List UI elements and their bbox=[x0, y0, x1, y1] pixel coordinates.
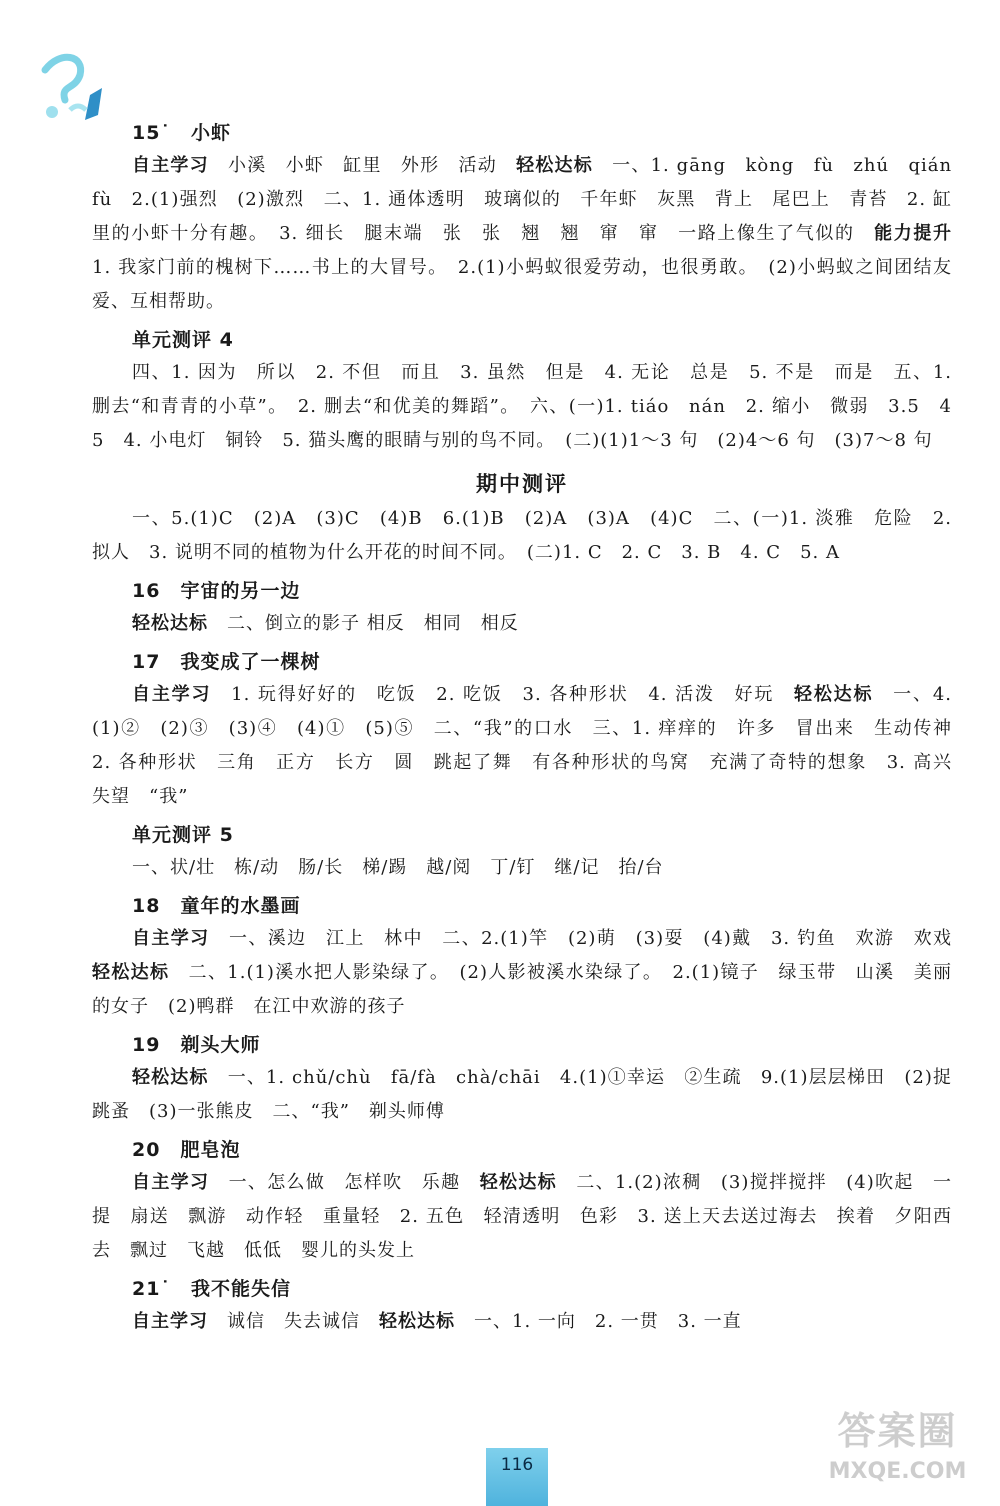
lesson-15-answers: 自主学习 小溪 小虾 缸里 外形 活动 轻松达标 一、1. gāng kòng fù zhú qián fù 2.(1)强烈 (2)激烈 二、1. 通体透明 玻璃似的 千年虾 灰黑 背上 尾巴上 青苔 2. 缸里的小虾十分有趣。 3. 细长 腿末端 张 张 翘 翘 窜 窜 一路上像生了气似的 能力提升 1. 我家门前的槐树下……书上的大冒号。 2.(1)小蚂蚁很爱劳动，也很勇敢。 (2)小蚂蚁之间团结友爱、互相帮助。 bbox=[92, 155, 972, 312]
lesson-18-title: 18 童年的水墨画 bbox=[132, 895, 301, 917]
lesson-20-answers: 自主学习 一、怎么做 怎样吹 乐趣 轻松达标 二、1.(2)浓稠 (3)搅拌搅拌 (4)吹起 一提 扇送 飘游 动作轻 重量轻 2. 五色 轻清透明 色彩 3. 送上天去送过海去 挨着 夕阳西去 飘过 飞越 低低 婴儿的头发上 bbox=[92, 1172, 953, 1261]
unit-5-answers: 一、状/壮 栋/动 肠/长 梯/踢 越/阅 丁/钉 继/记 抬/台 bbox=[132, 857, 664, 878]
label-self-study: 自主学习 bbox=[132, 155, 209, 176]
lesson-21-title: 21˙ 我不能失信 bbox=[132, 1278, 291, 1300]
lesson-19-answers: 轻松达标 一、1. chǔ/chù fā/fà chà/chāi 4.(1)①幸运 ②生疏 9.(1)层层梯田 (2)捉跳蚤 (3)一张熊皮 二、“我” 剃头师傅 bbox=[92, 1067, 952, 1122]
answer-content bbox=[92, 112, 972, 1339]
label-easy-standard: 轻松达标 bbox=[516, 155, 593, 176]
midterm-title: 期中测评 bbox=[476, 472, 568, 496]
lesson-20-title: 20 肥皂泡 bbox=[132, 1139, 241, 1161]
lesson-18-answers: 自主学习 一、溪边 江上 林中 二、2.(1)竿 (2)萌 (3)耍 (4)戴 3. 钓鱼 欢游 欢戏 轻松达标 二、1.(1)溪水把人影染绿了。 (2)人影被溪水染绿了。 2.(1)镜子 绿玉带 山溪 美丽的女子 (2)鸭群 在江中欢游的孩子 bbox=[92, 928, 953, 1017]
unit-4-answers: 四、1. 因为 所以 2. 不但 而且 3. 虽然 但是 4. 无论 总是 5. 不是 而是 五、1. 删去“和青青的小草”。 2. 删去“和优美的舞蹈”。 六、(一)1. tiáo nán 2. 缩小 微弱 3.5 4 5 4. 小电灯 铜铃 5. 猫头鹰的眼睛与别的鸟不同。 (二)(1)1～3 句 (2)4～6 句 (3)7～8 句 bbox=[92, 362, 971, 451]
label-ability-boost: 能力提升 bbox=[874, 223, 952, 244]
lesson-16-answers: 轻松达标 二、倒立的影子 相反 相同 相反 bbox=[132, 613, 519, 634]
page-number: 116 bbox=[486, 1448, 548, 1506]
lesson-17-answers: 自主学习 1. 玩得好好的 吃饭 2. 吃饭 3. 各种形状 4. 活泼 好玩 轻松达标 一、4.(1)② (2)③ (3)④ (4)① (5)⑤ 二、“我”的口水 三、1. 痒痒的 许多 冒出来 生动传神 2. 各种形状 三角 正方 长方 圆 跳起了舞 有各种形状的鸟窝 充满了奇特的想象 3. 高兴 失望 “我” bbox=[92, 684, 971, 807]
midterm-answers: 一、5.(1)C (2)A (3)C (4)B 6.(1)B (2)A (3)A (4)C 二、(一)1. 淡雅 危险 2. 拟人 3. 说明不同的植物为什么开花的时间不同。 (二)1. C 2. C 3. B 4. C 5. A bbox=[92, 508, 952, 563]
unit-5-title: 单元测评 5 bbox=[132, 824, 234, 846]
unit-4-title: 单元测评 4 bbox=[132, 329, 234, 351]
lesson-15-title: 15˙ 小虾 bbox=[132, 122, 231, 144]
lesson-19-title: 19 剃头大师 bbox=[132, 1034, 261, 1056]
watermark: 答案圈 MXQE.COM bbox=[828, 1409, 967, 1484]
lesson-16-title: 16 宇宙的另一边 bbox=[132, 580, 301, 602]
lesson-17-title: 17 我变成了一棵树 bbox=[132, 651, 321, 673]
lesson-21-answers: 自主学习 诚信 失去诚信 轻松达标 一、1. 一向 2. 一贯 3. 一直 bbox=[132, 1311, 742, 1332]
